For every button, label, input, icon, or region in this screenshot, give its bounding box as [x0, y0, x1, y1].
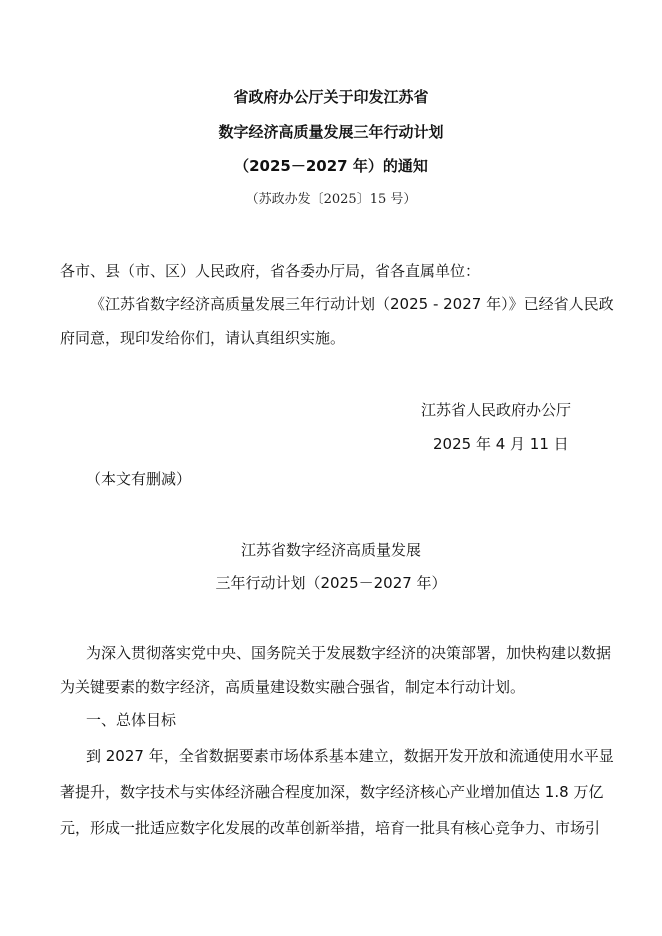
notice-title-line-2: 数字经济高质量发展三年行动计划	[218, 123, 444, 141]
notice-body-line-2: 府同意，现印发给你们，请认真组织实施。	[60, 329, 346, 347]
section-1-line-3: 元，形成一批适应数字化发展的改革创新举措，培育一批具有核心竞争力、市场引	[60, 819, 601, 837]
notice-body-line-1: 《江苏省数字经济高质量发展三年行动计划（2025 - 2027 年）》已经省人民政	[90, 295, 614, 313]
notice-title-line-1: 省政府办公厅关于印发江苏省	[233, 88, 429, 106]
abridged-note: （本文有删减）	[86, 470, 192, 488]
plan-title-line-1: 江苏省数字经济高质量发展	[240, 541, 421, 559]
document-number: （苏政办发〔2025〕15 号）	[245, 192, 417, 207]
salutation: 各市、县（市、区）人民政府，省各委办厅局，省各直属单位：	[60, 262, 481, 280]
plan-intro-line-2: 为关键要素的数字经济，高质量建设数实融合强省，制定本行动计划。	[60, 678, 526, 696]
section-1-line-2: 著提升，数字技术与实体经济融合程度加深，数字经济核心产业增加值达 1.8 万亿	[60, 783, 604, 801]
plan-intro-line-1: 为深入贯彻落实党中央、国务院关于发展数字经济的决策部署，加快构建以数据	[86, 644, 612, 662]
issue-date: 2025 年 4 月 11 日	[433, 435, 569, 453]
notice-title-line-3: （2025－2027 年）的通知	[234, 157, 428, 175]
plan-title-line-2: 三年行动计划（2025－2027 年）	[215, 574, 447, 592]
section-heading-overall-goals: 一、总体目标	[86, 711, 177, 729]
section-1-line-1: 到 2027 年，全省数据要素市场体系基本建立，数据开发开放和流通使用水平显	[86, 747, 614, 765]
issuer: 江苏省人民政府办公厅	[421, 401, 572, 419]
